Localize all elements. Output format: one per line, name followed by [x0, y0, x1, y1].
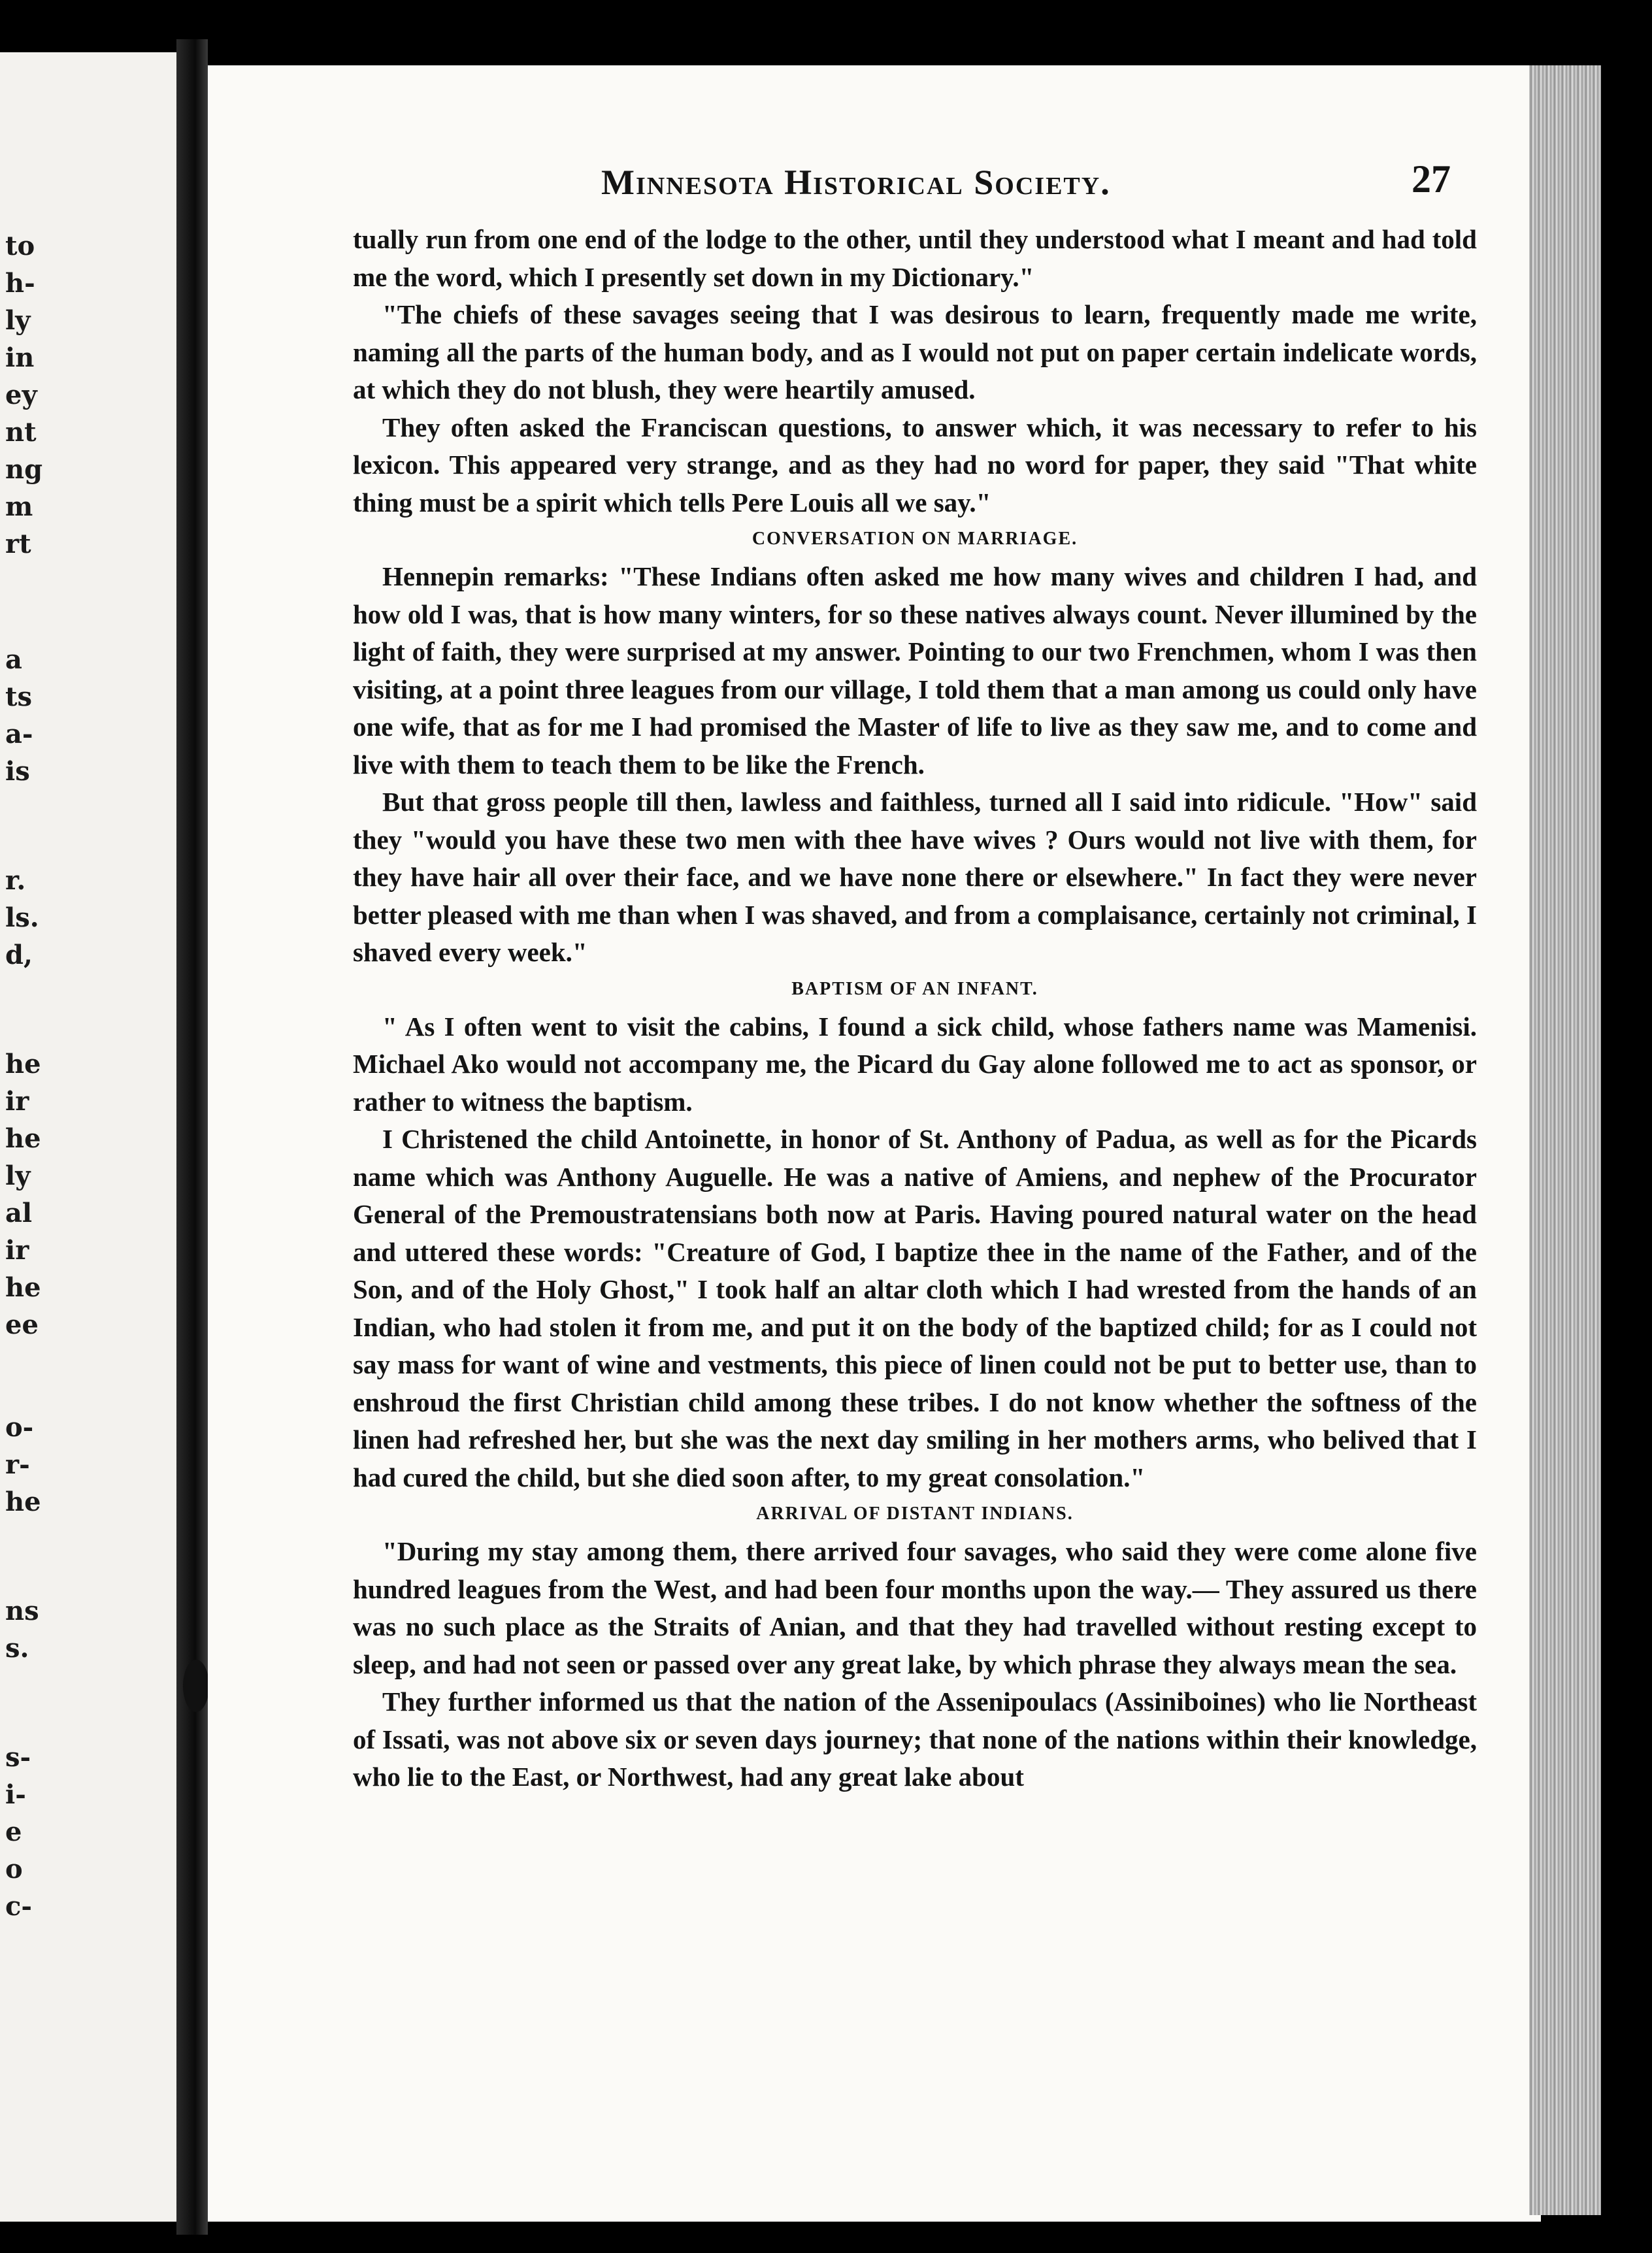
- paragraph: "During my stay among them, there arrived four savages, who said they were come alone five hundred leagues from the West, and had been four months upon the way.— They assured us there was no such place as the Straits of Anian, and that they had travelled without resting except to sleep, and had not seen or passed over any great lake, by which phrase they always mean the sea.: [353, 1536, 1477, 1679]
- paragraph: I Christened the child Antoinette, in honor of St. Anthony of Padua, as well as for the Picards name which was Anthony Auguelle. He was a native of Amiens, and nephew of the Procurator General of the Premoustratensians both now at Paris. Having poured natural water on the head and uttered these words: "Creature of God, I baptize thee in the name of the Father, and of the Son, and of the Holy Ghost," I took half an altar cloth which I had wrested from the hands of an Indian, who had stolen it from me, and put it on the body of the baptized child; for as I could not say mass for want of wine and vestments, this piece of linen could not be put to better use, than to enshroud the first Christian child among these tribes. I do not know whether the softness of the linen had refreshed her, but she was the next day smiling in her mothers arms, who belived that I had cured the child, but she died soon after, to my great consolation.": [353, 1124, 1477, 1492]
- section-heading: ARRIVAL OF DISTANT INDIANS.: [756, 1504, 1074, 1524]
- paragraph: "The chiefs of these savages seeing that I was desirous to learn, frequently made me write, naming all the parts of the human body, and as I would not put on paper certain indelicate words, at which they do not blush, they were heartily amused.: [353, 299, 1477, 404]
- left-page-fragment: rt: [5, 529, 31, 559]
- left-page-fragment: r.: [5, 865, 26, 896]
- fragment-spacer: [5, 1667, 103, 1739]
- left-page-fragment: al: [5, 1198, 33, 1228]
- left-page-fragment: he: [5, 1487, 41, 1517]
- left-page-fragment: is: [5, 756, 30, 787]
- paragraph: But that gross people till then, lawless and faithless, turned all I said into ridicule. "How" said they "would you have these two men with thee have wives ? Ours would not live with them, for they have hair all over their face, and we have none there or elsewhere." In fact they were never better pleased with me than when I was shaved, and from a complaisance, certainly not criminal, I shaved every week.": [353, 787, 1477, 967]
- left-page-fragment: nt: [5, 417, 37, 448]
- left-page-fragment: to: [5, 231, 35, 261]
- left-page-fragment: ey: [5, 380, 37, 410]
- page-edge-stack: [1529, 65, 1601, 2215]
- left-page-text-fragments: [5, 227, 103, 1925]
- left-page-fragment: o-: [5, 1412, 34, 1443]
- paragraph: " As I often went to visit the cabins, I found a sick child, whose fathers name was Mamenisi. Michael Ako would not accompany me, the Picard du Gay alone followed me to act as sponsor, or rather to witness the baptism.: [353, 1011, 1477, 1117]
- left-page-fragment: a: [5, 644, 22, 675]
- left-page-fragment: ly: [5, 1160, 31, 1191]
- body-text: [353, 221, 1477, 1796]
- binding-mark: [183, 1660, 209, 1712]
- left-page-fragment: e: [5, 1817, 22, 1847]
- fragment-spacer: [5, 563, 103, 641]
- left-page-fragment: h-: [5, 268, 35, 299]
- left-page-fragment: r-: [5, 1449, 30, 1480]
- left-page-fragment: a-: [5, 719, 33, 749]
- paragraph: tually run from one end of the lodge to the other, until they understood what I meant and had told me the word, which I presently set down in my Dictionary.": [353, 224, 1477, 292]
- fragment-spacer: [5, 790, 103, 862]
- page-content: [353, 157, 1477, 1796]
- left-page-fragment: he: [5, 1049, 41, 1079]
- fragment-spacer: [5, 974, 103, 1045]
- section-heading: BAPTISM OF AN INFANT.: [791, 978, 1038, 999]
- left-page-fragment: ir: [5, 1086, 29, 1117]
- left-page-fragment: in: [5, 342, 35, 373]
- left-page-fragment: i-: [5, 1779, 26, 1810]
- left-page-fragment: s-: [5, 1742, 31, 1773]
- fragment-spacer: [5, 1343, 103, 1409]
- paragraph: They often asked the Franciscan questions, to answer which, it was necessary to refer to his lexicon. This appeared very strange, and as they had no word for paper, they said "That white thing must be a spirit which tells Pere Louis all we say.": [353, 412, 1477, 518]
- page-number: 27: [1412, 157, 1451, 201]
- left-page-fragment: ts: [5, 682, 32, 712]
- left-facing-page: [0, 52, 176, 2222]
- left-page-fragment: ee: [5, 1309, 39, 1340]
- left-page-fragment: o: [5, 1854, 23, 1884]
- paragraph: They further informed us that the nation of the Assenipoulacs (Assiniboines) who lie Northeast of Issati, was not above six or seven days journey; that none of the nations within their knowledge, who lie to the East, or Northwest, had any great lake about: [353, 1686, 1477, 1792]
- left-page-fragment: ly: [5, 305, 31, 336]
- left-page-fragment: s.: [5, 1633, 29, 1664]
- book-gutter: [176, 39, 208, 2235]
- running-title: Minnesota Historical Society.: [601, 163, 1111, 202]
- fragment-spacer: [5, 1521, 103, 1592]
- running-head: [353, 157, 1477, 221]
- left-page-fragment: ir: [5, 1235, 29, 1266]
- left-page-fragment: he: [5, 1123, 41, 1154]
- left-page-fragment: c-: [5, 1891, 32, 1922]
- paragraph: Hennepin remarks: "These Indians often asked me how many wives and children I had, and how old I was, that is how many winters, for so these natives always count. Never illumined by the light of faith, they were surprised at my answer. Pointing to our two Frenchmen, whom I was then visiting, at a point three leagues from our village, I told them that a man among us could only have one wife, that as for me I had promised the Master of life to live as they saw me, and to come and live with them to teach them to be like the French.: [353, 561, 1477, 780]
- left-page-fragment: m: [5, 491, 33, 522]
- left-page-fragment: ls.: [5, 902, 39, 933]
- left-page-fragment: ng: [5, 454, 43, 485]
- section-heading: CONVERSATION ON MARRIAGE.: [752, 529, 1078, 549]
- left-page-fragment: he: [5, 1272, 41, 1303]
- left-page-fragment: ns: [5, 1596, 39, 1626]
- left-page-fragment: d,: [5, 940, 33, 970]
- main-page: [208, 65, 1541, 2222]
